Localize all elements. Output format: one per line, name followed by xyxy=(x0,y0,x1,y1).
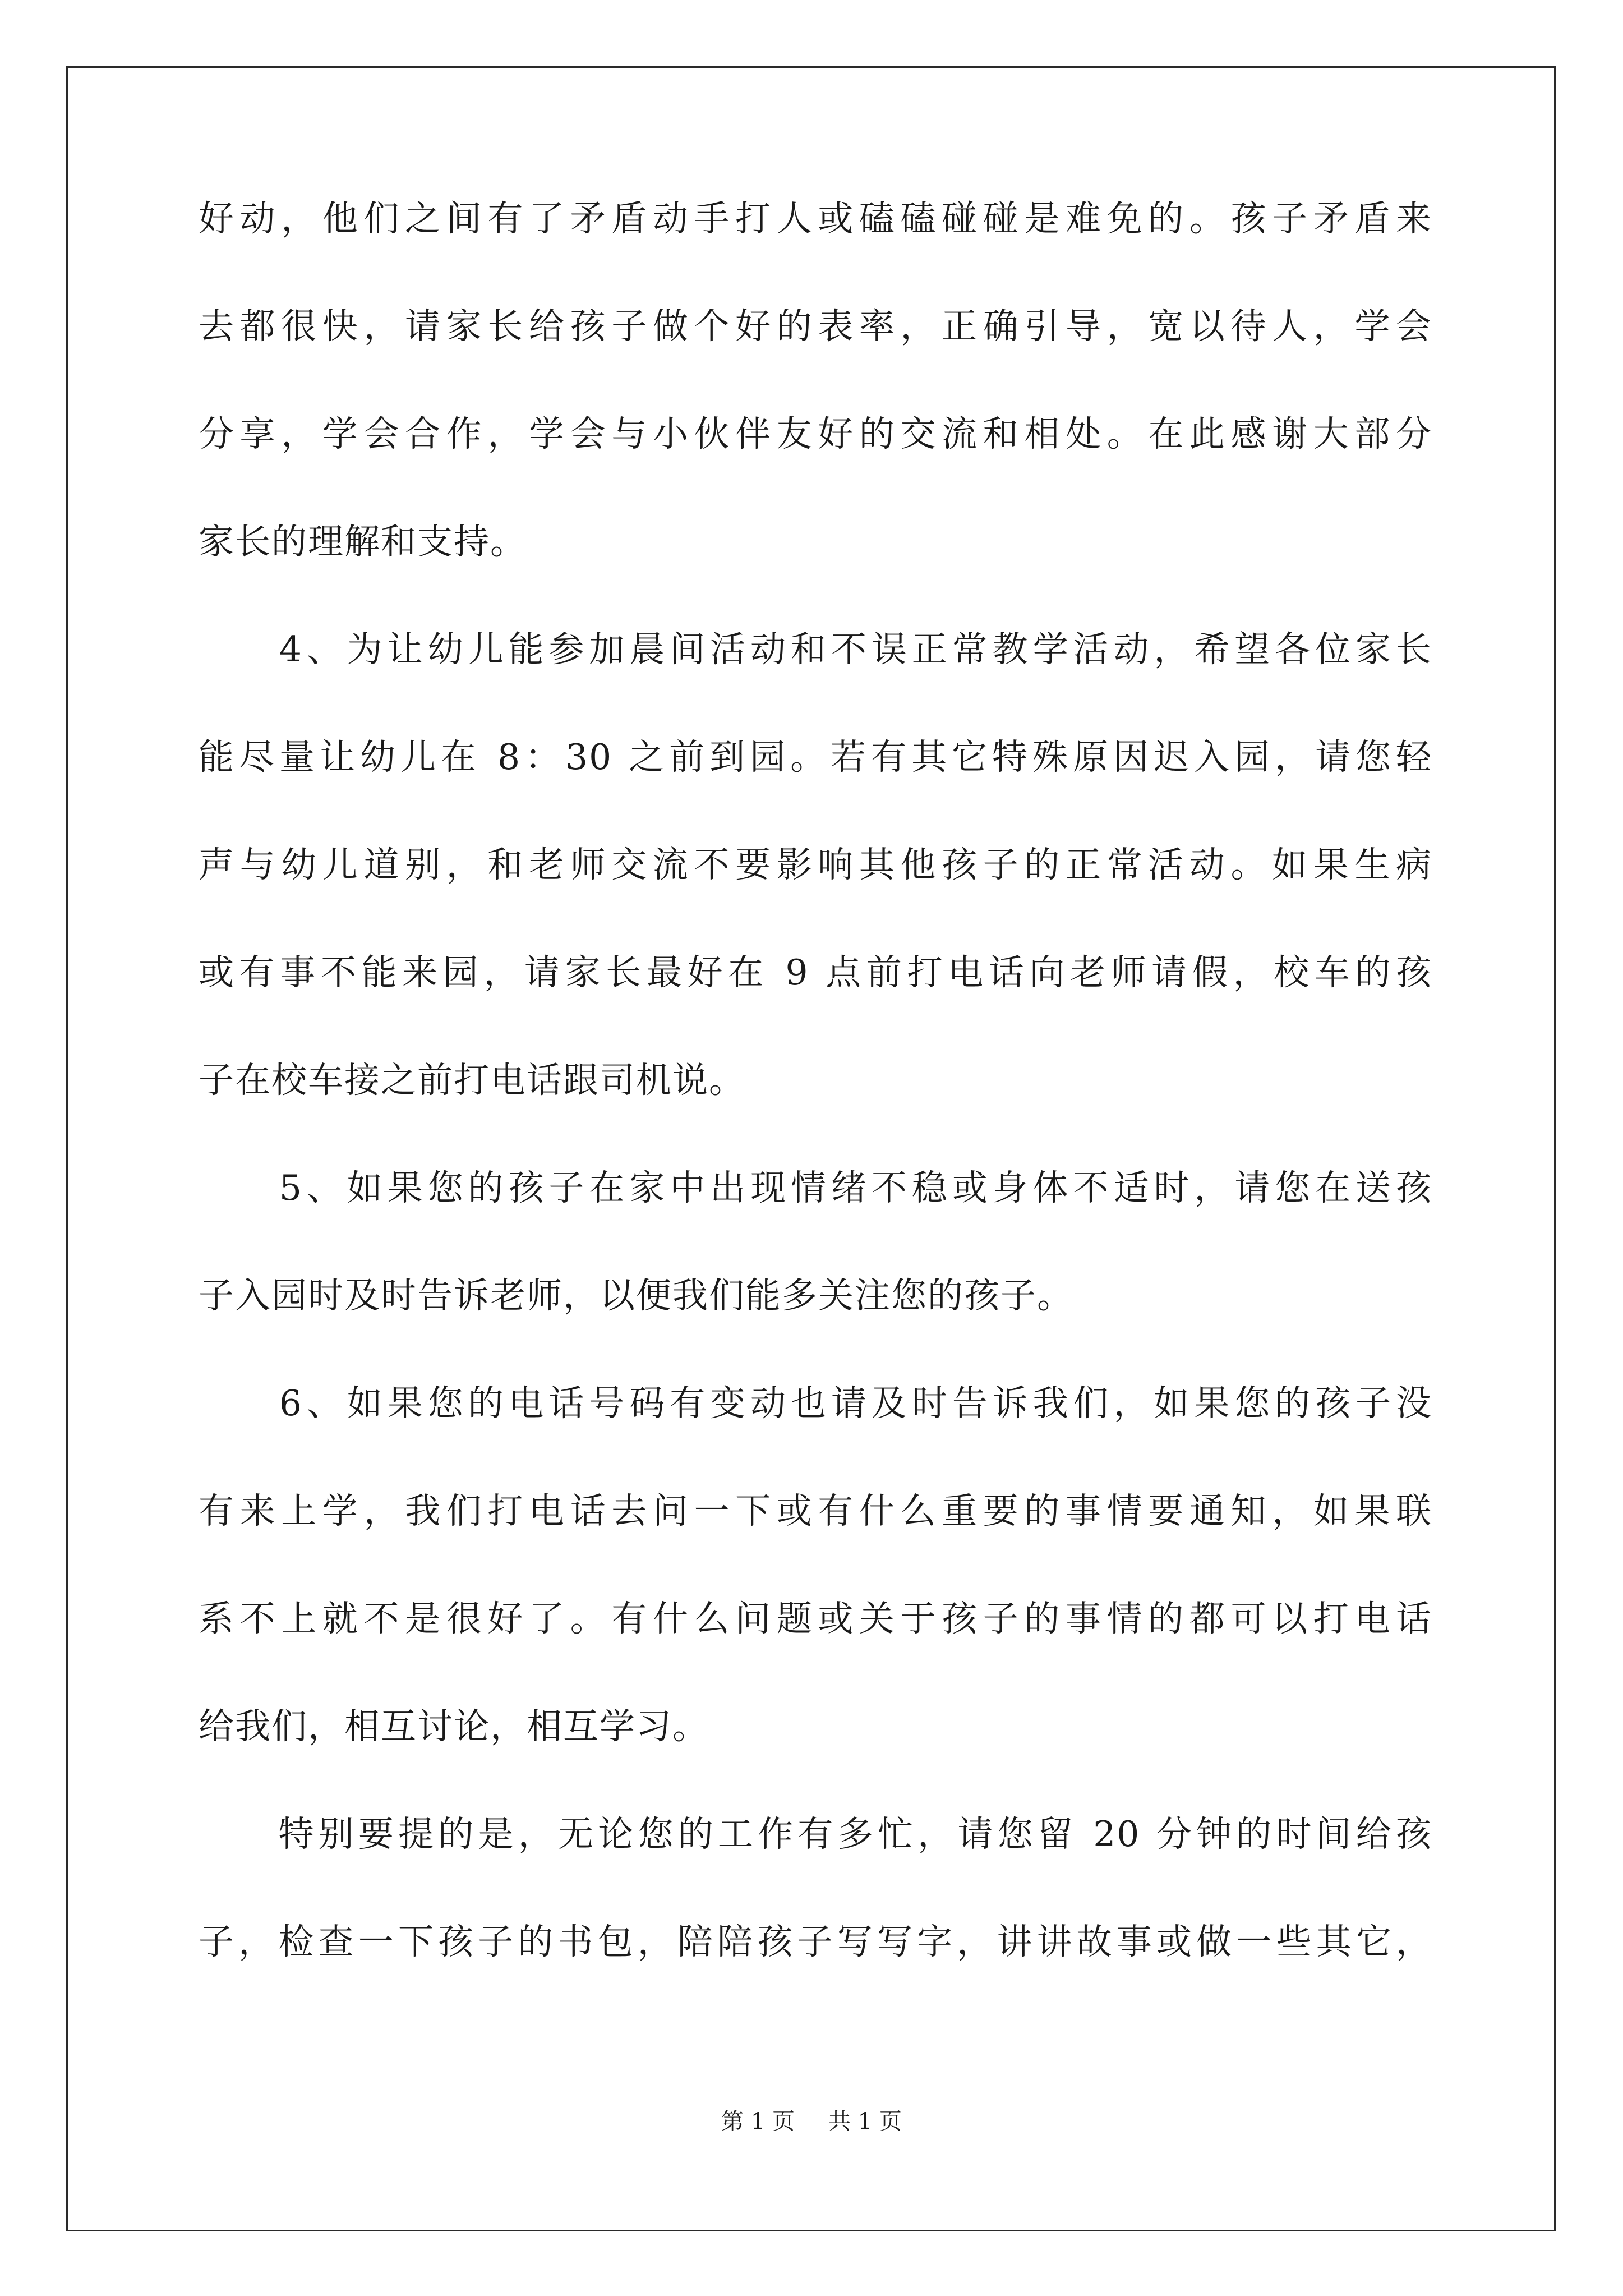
text-line: 或有事不能来园，请家长最好在 9 点前打电话向老师请假，校车的孩 xyxy=(199,952,1432,993)
text-line: 去都很快，请家长给孩子做个好的表率，正确引导，宽以待人，学会 xyxy=(199,306,1432,347)
text-line: 特别要提的是，无论您的工作有多忙，请您留 20 分钟的时间给孩 xyxy=(199,1814,1432,1855)
text-line: 5、如果您的孩子在家中出现情绪不稳或身体不适时，请您在送孩 xyxy=(199,1167,1432,1208)
text-line: 好动，他们之间有了矛盾动手打人或磕磕碰碰是难免的。孩子矛盾来 xyxy=(199,198,1432,239)
text-line: 子，检查一下孩子的书包，陪陪孩子写写字，讲讲故事或做一些其它， xyxy=(199,1921,1432,1962)
text-line: 6、如果您的电话号码有变动也请及时告诉我们，如果您的孩子没 xyxy=(199,1383,1432,1424)
text-line: 有来上学，我们打电话去问一下或有什么重要的事情要通知，如果联 xyxy=(199,1490,1432,1531)
text-line: 4、为让幼儿能参加晨间活动和不误正常教学活动，希望各位家长 xyxy=(199,629,1432,670)
text-line: 给我们，相互讨论，相互学习。 xyxy=(199,1706,709,1747)
text-line: 能尽量让幼儿在 8：30 之前到园。若有其它特殊原因迟入园，请您轻 xyxy=(199,737,1432,777)
text-line: 系不上就不是很好了。有什么问题或关于孩子的事情的都可以打电话 xyxy=(199,1598,1432,1639)
document-body xyxy=(199,198,1432,2032)
text-line: 分享，学会合作，学会与小伙伴友好的交流和相处。在此感谢大部分 xyxy=(199,413,1432,454)
page-footer xyxy=(0,2104,1623,2136)
text-line: 子入园时及时告诉老师，以便我们能多关注您的孩子。 xyxy=(199,1275,1073,1316)
text-line: 子在校车接之前打电话跟司机说。 xyxy=(199,1060,745,1101)
page-number: 第 1 页 xyxy=(721,2109,795,2134)
text-line: 声与幼儿道别，和老师交流不要影响其他孩子的正常活动。如果生病 xyxy=(199,844,1432,885)
text-line: 家长的理解和支持。 xyxy=(199,521,527,562)
page-total: 共 1 页 xyxy=(828,2109,902,2134)
